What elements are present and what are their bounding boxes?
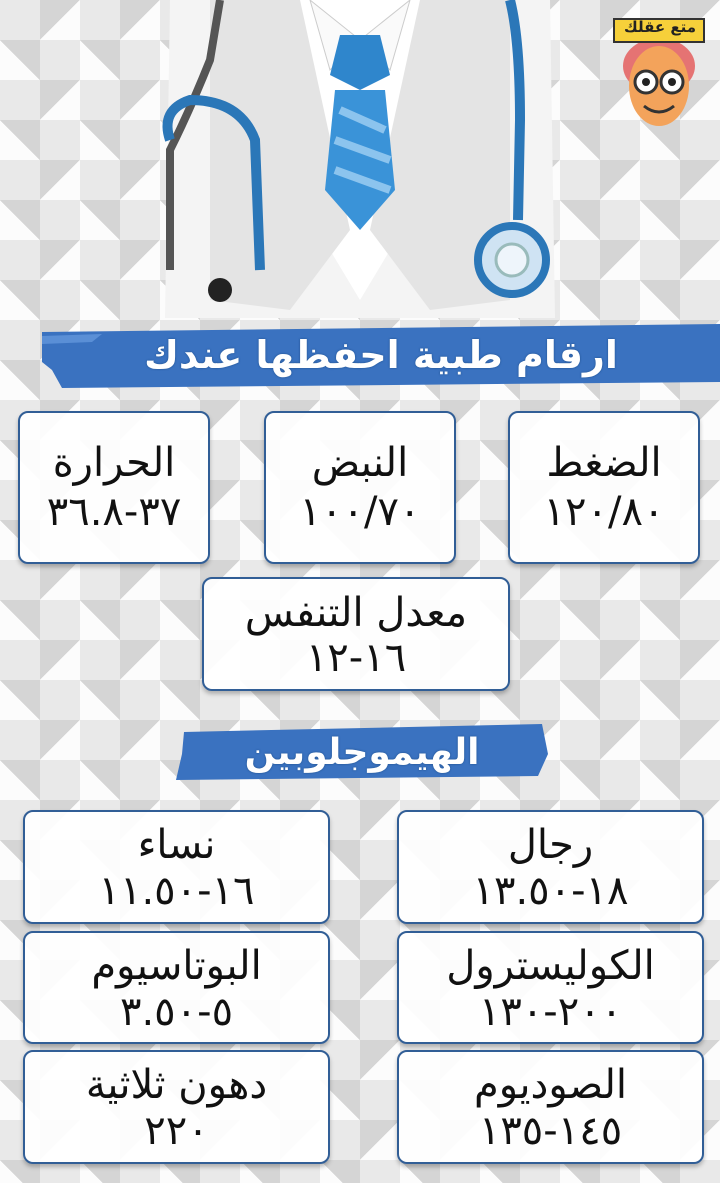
vital-card-respiration xyxy=(202,577,510,691)
lab-card-triglycerides xyxy=(23,1050,330,1164)
vital-label: معدل التنفس xyxy=(244,590,468,636)
lab-card-sodium xyxy=(397,1050,704,1164)
lab-card-potassium xyxy=(23,931,330,1044)
vital-value: ١٢٠/٨٠ xyxy=(543,488,665,535)
lab-value: ٢٠٠-١٣٠ xyxy=(478,988,623,1035)
logo-text: متع عقلك xyxy=(623,18,696,36)
lab-value: ١٦-١١.٥٠ xyxy=(98,868,255,914)
lab-value: ٥-٣.٥٠ xyxy=(119,988,234,1035)
header-banner xyxy=(42,322,720,388)
doctor-illustration xyxy=(150,0,570,318)
section-title: الهيموجلوبين xyxy=(244,731,480,773)
lab-label: الصوديوم xyxy=(473,1062,628,1108)
lab-card-men xyxy=(397,810,704,924)
vital-label: الضغط xyxy=(546,439,662,486)
vital-value: ١٦-١٢ xyxy=(305,635,407,681)
lab-label: نساء xyxy=(137,822,216,868)
brain-mascot-logo xyxy=(604,4,714,136)
hemoglobin-banner xyxy=(176,724,548,780)
vital-value: ٣٧-٣٦.٨ xyxy=(46,488,182,535)
vital-card-pulse xyxy=(264,411,456,564)
vital-card-pressure xyxy=(508,411,700,564)
vital-label: الحرارة xyxy=(52,439,176,486)
lab-label: الكوليسترول xyxy=(446,942,655,989)
lab-label: رجال xyxy=(507,822,594,868)
lab-card-cholesterol xyxy=(397,931,704,1044)
vital-label: النبض xyxy=(311,439,409,486)
page-title: ارقام طبية احفظها عندك xyxy=(144,333,618,377)
lab-value: ١٨-١٣.٥٠ xyxy=(472,868,629,914)
lab-label: دهون ثلاثية xyxy=(85,1062,268,1108)
vital-card-temperature xyxy=(18,411,210,564)
lab-value: ١٤٥-١٣٥ xyxy=(478,1108,623,1154)
lab-value: ٢٢٠ xyxy=(144,1108,209,1154)
lab-label: البوتاسيوم xyxy=(91,942,262,989)
lab-card-women xyxy=(23,810,330,924)
vital-value: ١٠٠/٧٠ xyxy=(299,488,421,535)
